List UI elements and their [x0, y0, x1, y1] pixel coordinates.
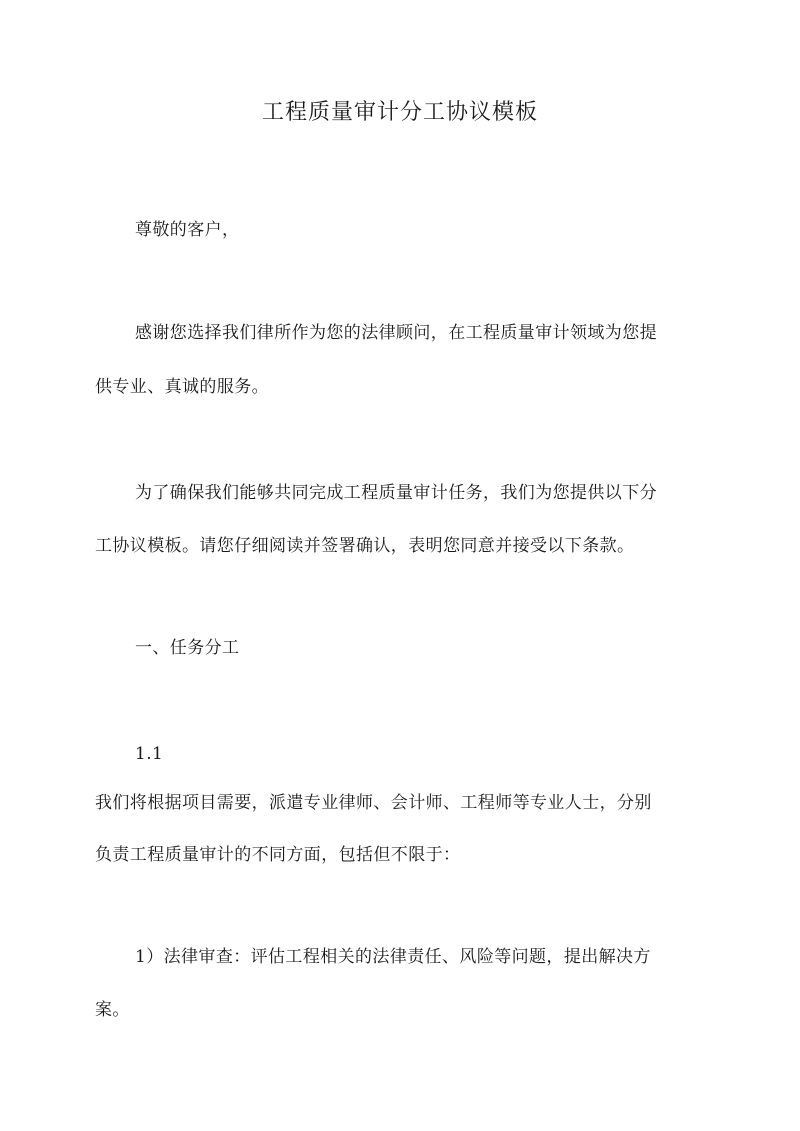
document-title: 工程质量审计分工协议模板: [261, 100, 538, 125]
clause-number: 1.1: [135, 744, 164, 764]
paragraph-2-line-1: 为了确保我们能够共同完成工程质量审计任务，我们为您提供以下分: [135, 483, 657, 503]
paragraph-1-line-2: 供专业、真诚的服务。: [95, 377, 269, 397]
paragraph-2-line-2: 工协议模板。请您仔细阅读并签署确认，表明您同意并接受以下条款。: [95, 536, 635, 556]
list-item-1-line-2: 案。: [95, 1000, 130, 1020]
section-heading: 一、任务分工: [135, 638, 240, 658]
paragraph-1-line-1: 感谢您选择我们律所作为您的法律顾问，在工程质量审计领域为您提: [135, 323, 657, 343]
clause-text-line-1: 我们将根据项目需要，派遣专业律师、会计师、工程师等专业人士，分别: [95, 793, 652, 813]
list-item-1-line-1: 1）法律审查：评估工程相关的法律责任、风险等问题，提出解决方: [135, 947, 651, 967]
greeting: 尊敬的客户，: [135, 220, 240, 240]
clause-text-line-2: 负责工程质量审计的不同方面，包括但不限于：: [95, 845, 461, 865]
